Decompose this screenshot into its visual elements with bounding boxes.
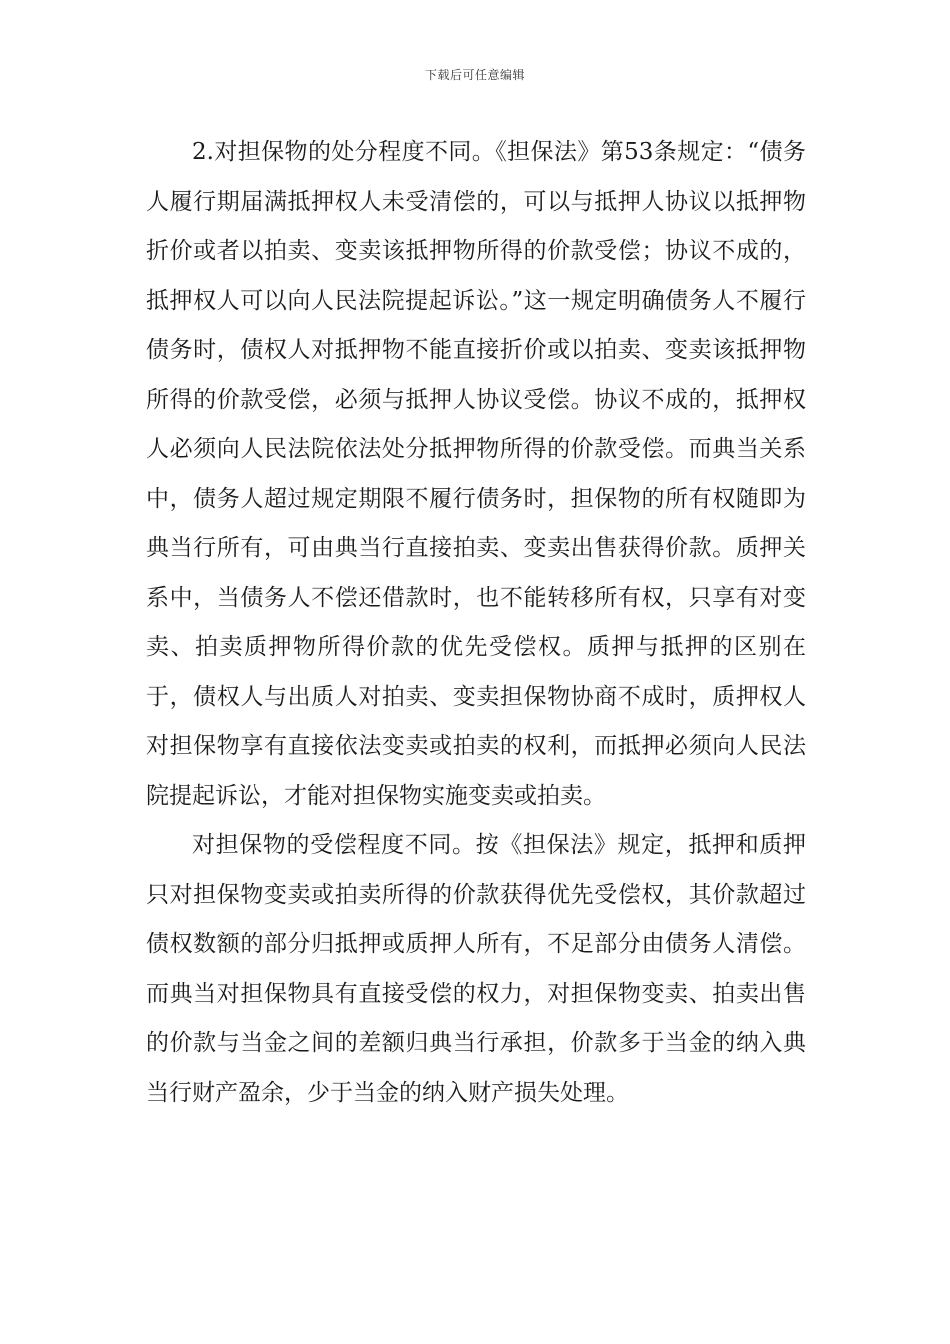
page-header: 下载后可任意编辑 [424, 68, 525, 82]
paragraph-disposal: 2.对担保物的处分程度不同。《担保法》第53条规定：“债务人履行期届满抵押权人未受清偿的，可以与抵押人协议以抵押物折价或者以拍卖、变卖该抵押物所得的价款受偿；协议不成的，抵押权人可以向人民法院提起诉讼。”这一规定明确债务人不履行债务时，债权人对抵押物不能直接折价或以拍卖、变卖该抵押物所得的价款受偿，必须与抵押人协议受偿。协议不成的，抵押权人必须向人民法院依法处分抵押物所得的价款受偿。而典当关系中，债务人超过规定期限不履行债务时，担保物的所有权随即为典当行所有，可由典当行直接拍卖、变卖出售获得价款。质押关系中，当债务人不偿还借款时，也不能转移所有权，只享有对变卖、拍卖质押物所得价款的优先受偿权。质押与抵押的区别在于，债权人与出质人对拍卖、变卖担保物协商不成时，质押权人对担保物享有直接依法变卖或拍卖的权利，而抵押必须向人民法院提起诉讼，才能对担保物实施变卖或拍卖。 [146, 139, 806, 809]
paragraph-compensation: 对担保物的受偿程度不同。按《担保法》规定，抵押和质押只对担保物变卖或拍卖所得的价款获得优先受偿权，其价款超过债权数额的部分归抵押或质押人所有，不足部分由债务人清偿。而典当对担保物具有直接受偿的权力，对担保物变卖、拍卖出售的价款与当金之间的差额归典当行承担，价款多于当金的纳入典当行财产盈余，少于当金的纳入财产损失处理。 [146, 832, 806, 1106]
document-body [146, 128, 806, 1118]
